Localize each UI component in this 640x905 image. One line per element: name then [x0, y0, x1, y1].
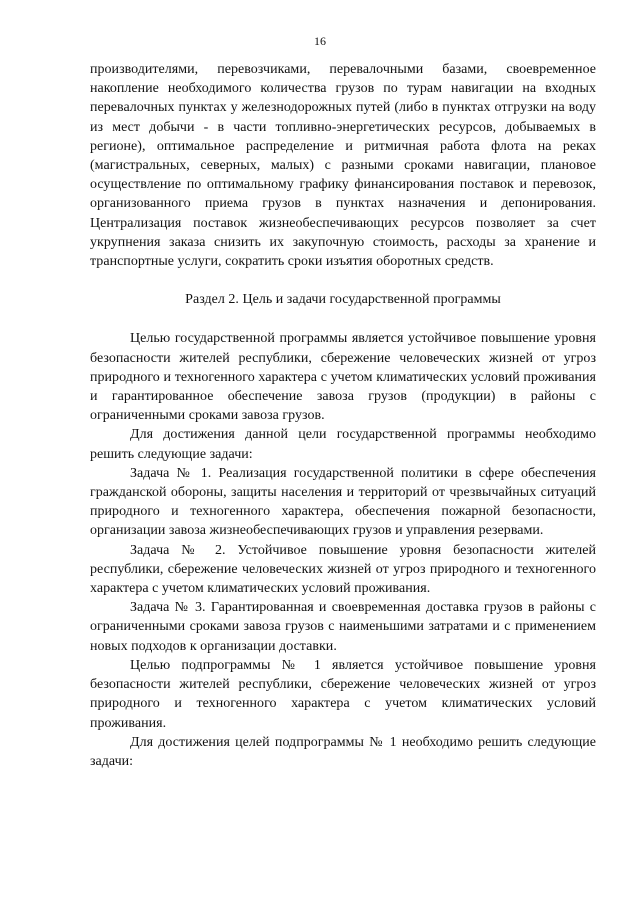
paragraph-task-2: Задача № 2. Устойчивое повышение уровня безопасности жителей республики, сбережение человеческих жизней от угроз природного и техногенного характера с учетом климатических условий проживания. — [90, 542, 596, 597]
page-number: 16 — [314, 34, 326, 48]
paragraph-task-1: Задача № 1. Реализация государственной политики в сфере обеспечения гражданской обороны, защиты населения и территорий от чрезвычайных ситуаций природного и техногенного характера, обеспечения пожарной безопасности, организации завоза жизнеобеспечивающих грузов и управления резервами. — [90, 465, 596, 539]
paragraph-program-goal: Целью государственной программы является устойчивое повышение уровня безопасности жителей республики, сбережение человеческих жизней от угроз природного и техногенного характера с учетом климатических условий проживания и гарантированное обеспечение завоза грузов (продукции) в районы с ограниченными сроками завоза грузов. — [90, 331, 596, 424]
paragraph-subprogram-goal: Целью подпрограммы № 1 является устойчивое повышение уровня безопасности жителей республики, сбережение человеческих жизней от угроз природного и техногенного характера с учетом климатических условий проживания. — [90, 657, 596, 731]
paragraph-tasks-intro: Для достижения данной цели государственной программы необходимо решить следующие задачи: — [90, 427, 596, 462]
paragraph-task-3: Задача № 3. Гарантированная и своевременная доставка грузов в районы с ограниченными сроками завоза грузов с наименьшими затратами и с применением новых подходов к организации доставки. — [90, 600, 596, 654]
section-heading: Раздел 2. Цель и задачи государственной программы — [185, 292, 501, 308]
paragraph-subprogram-tasks-intro: Для достижения целей подпрограммы № 1 необходимо решить следующие задачи: — [90, 734, 596, 769]
document-body — [90, 60, 596, 771]
paragraph-logistics-continuation: производителями, перевозчиками, перевалочными базами, своевременное накопление необходимого количества грузов по турам навигации на входных перевалочных пунктах у железнодорожных путей (либо в пунктах отгрузки на воду из мест добычи - в части топливно-энергетических ресурсов, добываемых в регионе), оптимальное распределение и ритмичная работа флота на реках (магистральных, северных, малых) с разными сроками навигации, плановое осуществление по оптимальному графику финансирования поставок и перевозок, организованного приема грузов в пунктах назначения и депонирования. Централизация поставок жизнеобеспечивающих ресурсов позволяет за счет укрупнения заказа снизить их закупочную стоимость, расходы за хранение и транспортные услуги, сократить сроки изъятия оборотных средств. — [90, 62, 596, 270]
